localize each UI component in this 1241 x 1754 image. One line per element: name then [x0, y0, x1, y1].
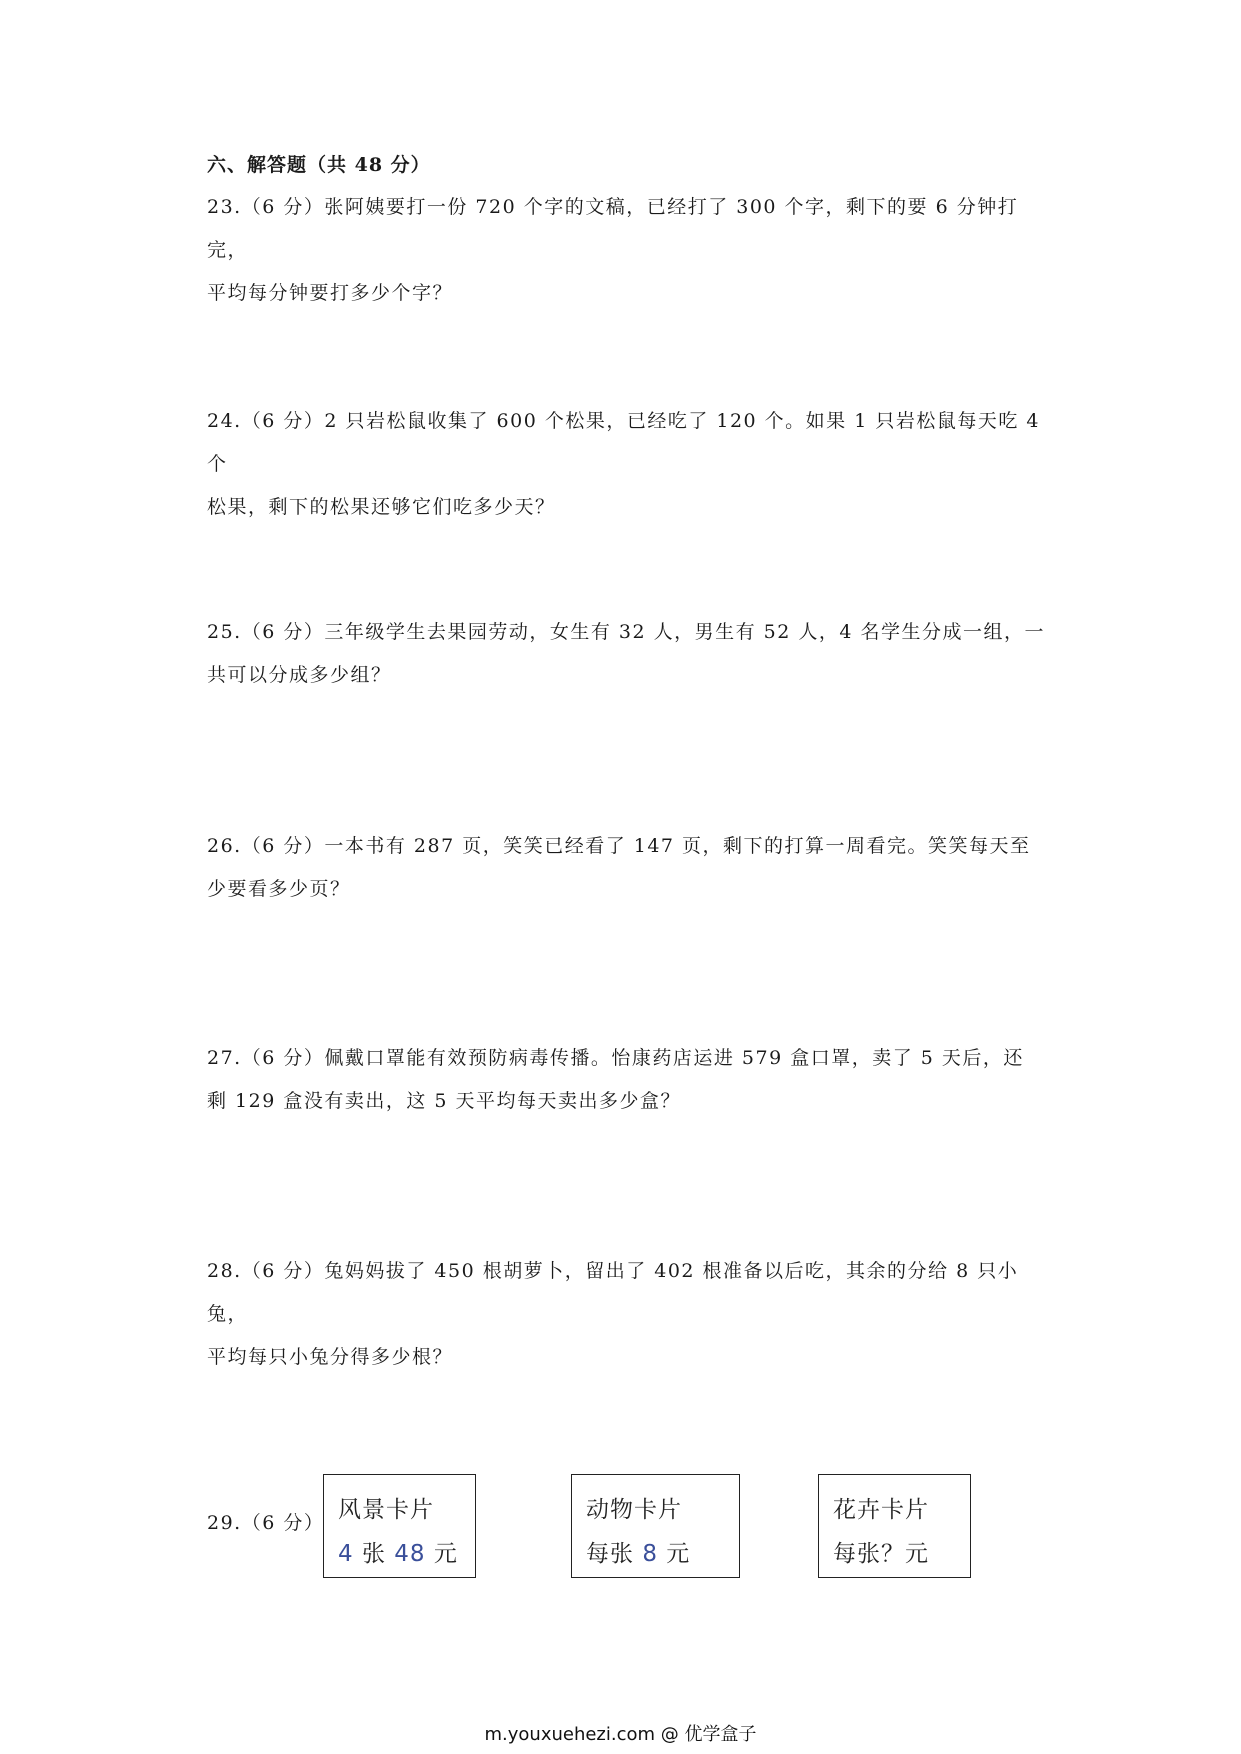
question-text: 一本书有 287 页，笑笑已经看了 147 页，剩下的打算一周看完。笑笑每天至 — [324, 835, 1031, 857]
question-line: 少要看多少页？ — [207, 878, 351, 900]
question-line: 平均每只小兔分得多少根？ — [207, 1346, 454, 1368]
question-text: 佩戴口罩能有效预防病毒传播。怡康药店运进 579 盒口罩，卖了 5 天后，还 — [324, 1047, 1024, 1069]
question-number: 24.（6 分） — [207, 410, 325, 432]
question-line — [207, 400, 1057, 486]
price-amount: 48 — [394, 1541, 426, 1567]
question-text: 张阿姨要打一份 720 个字的文稿，已经打了 300 个字，剩下的要 6 分钟打完， — [207, 196, 1019, 261]
question-number: 27.（6 分） — [207, 1047, 325, 1069]
question-line: 平均每分钟要打多少个字？ — [207, 282, 454, 304]
price-unit: 张 — [353, 1541, 395, 1567]
question-27 — [207, 1037, 1057, 1123]
card-title: 风景卡片 — [338, 1497, 434, 1523]
question-text: 兔妈妈拔了 450 根胡萝卜，留出了 402 根准备以后吃，其余的分给 8 只小兔， — [207, 1260, 1019, 1325]
question-line — [207, 825, 1057, 868]
question-29-number: 29.（6 分） — [207, 1512, 325, 1534]
question-number: 25.（6 分） — [207, 621, 325, 643]
price-amount: 8 — [642, 1541, 658, 1567]
price-prefix: 每张 — [586, 1541, 643, 1567]
footer-source: m.youxuehezi.com @ 优学盒子 — [484, 1724, 757, 1745]
question-text: 2 只岩松鼠收集了 600 个松果，已经吃了 120 个。如果 1 只岩松鼠每天吃 4 个 — [207, 410, 1040, 475]
question-number: 23.（6 分） — [207, 196, 325, 218]
question-text: 三年级学生去果园劳动，女生有 32 人，男生有 52 人，4 名学生分成一组，一 — [324, 621, 1046, 643]
price-quantity: 4 — [338, 1541, 354, 1567]
question-line: 剩 129 盒没有卖出，这 5 天平均每天卖出多少盒？ — [207, 1090, 682, 1112]
question-23 — [207, 186, 1057, 315]
flower-card — [818, 1474, 971, 1578]
card-price — [833, 1535, 929, 1568]
question-25 — [207, 611, 1057, 697]
card-price — [586, 1535, 690, 1568]
question-line — [207, 1037, 1057, 1080]
question-line: 共可以分成多少组？ — [207, 664, 392, 686]
card-price — [338, 1535, 458, 1568]
question-line — [207, 186, 1057, 272]
question-number: 28.（6 分） — [207, 1260, 325, 1282]
price-currency: 元 — [425, 1541, 458, 1567]
question-line: 松果，剩下的松果还够它们吃多少天？ — [207, 496, 556, 518]
section-title: 六、解答题（共 48 分） — [207, 154, 431, 176]
question-line — [207, 1250, 1057, 1336]
scenery-card — [323, 1474, 476, 1578]
card-title: 花卉卡片 — [833, 1497, 929, 1523]
price-currency: 元 — [657, 1541, 691, 1567]
animal-card — [571, 1474, 740, 1578]
question-24 — [207, 400, 1057, 529]
question-28 — [207, 1250, 1057, 1379]
question-number: 26.（6 分） — [207, 835, 325, 857]
card-title: 动物卡片 — [586, 1497, 682, 1523]
question-26 — [207, 825, 1057, 911]
price-prefix: 每张？元 — [833, 1541, 929, 1567]
question-line — [207, 611, 1057, 654]
